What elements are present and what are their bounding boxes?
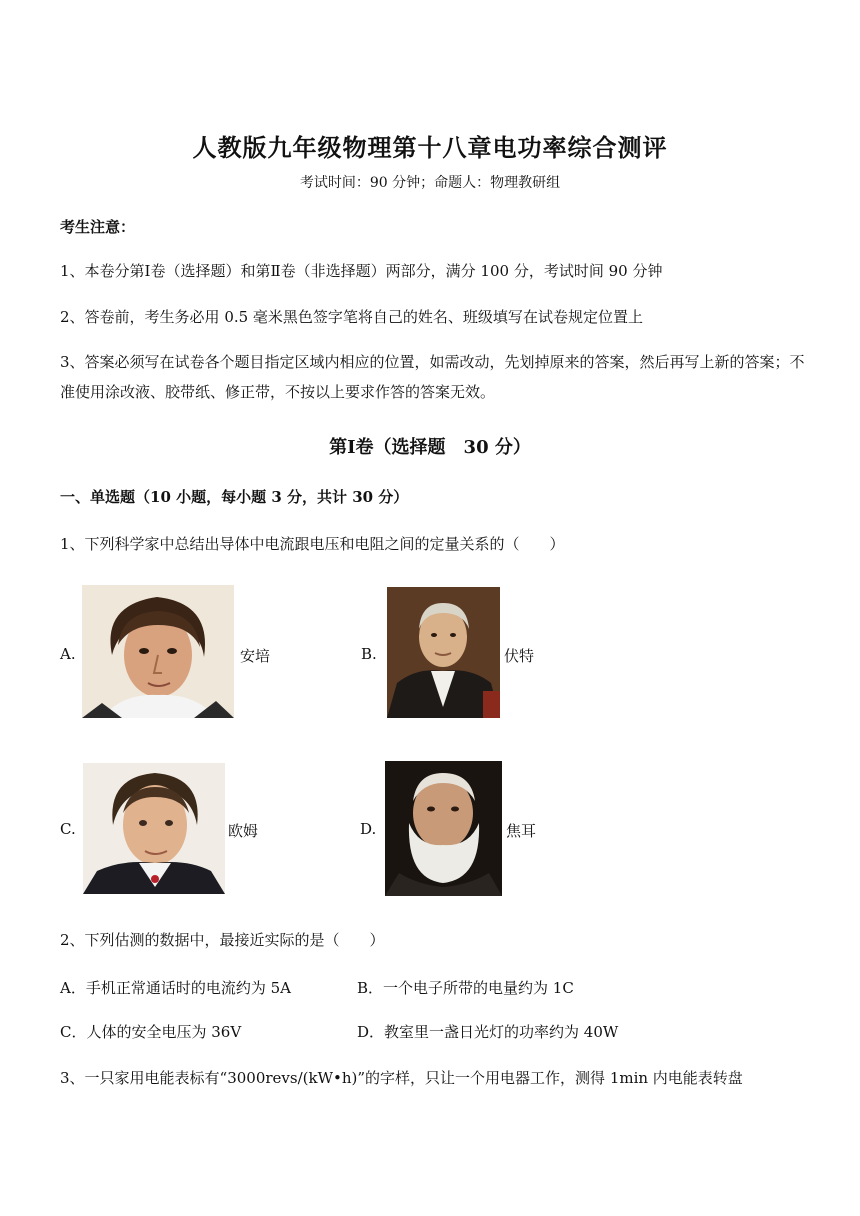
ampere-portrait-icon: [82, 585, 234, 718]
option-c-name: 欧姆: [228, 822, 259, 840]
option-d-letter[interactable]: D.: [360, 820, 377, 838]
question-2-option-c[interactable]: C．人体的安全电压为 36V: [60, 1023, 242, 1041]
option-b-letter[interactable]: B.: [361, 645, 377, 663]
option-b-name: 伏特: [504, 647, 535, 665]
notice-item: 2、答卷前，考生务必用 0.5 毫米黑色签字笔将自己的姓名、班级填写在试卷规定位置上: [60, 308, 643, 326]
question-1-text: 1、下列科学家中总结出导体中电流跟电压和电阻之间的定量关系的（ ）: [60, 535, 565, 553]
question-2-option-d[interactable]: D．教室里一盏日光灯的功率约为 40W: [357, 1023, 619, 1041]
volta-portrait-icon: [387, 587, 500, 718]
exam-info: 考试时间：90 分钟；命题人：物理教研组: [299, 175, 561, 191]
page-title: 人教版九年级物理第十八章电功率综合测评: [192, 133, 668, 162]
section-title: 第Ⅰ卷（选择题 30 分）: [329, 437, 531, 458]
notice-item: 1、本卷分第Ⅰ卷（选择题）和第Ⅱ卷（非选择题）两部分，满分 100 分，考试时间 90 分钟: [60, 262, 663, 280]
question-2-option-a[interactable]: A．手机正常通话时的电流约为 5A: [60, 979, 291, 997]
question-2-option-b[interactable]: B．一个电子所带的电量约为 1C: [357, 979, 574, 997]
notice-item: 3、答案必须写在试卷各个题目指定区域内相应的位置，如需改动，先划掉原来的答案，然后再写上新的答案；不准使用涂改液、胶带纸、修正带，不按以上要求作答的答案无效。: [60, 353, 805, 401]
part-heading: 一、单选题（10 小题，每小题 3 分，共计 30 分）: [60, 488, 409, 506]
option-a-name: 安培: [240, 647, 271, 665]
question-2-text: 2、下列估测的数据中，最接近实际的是（ ）: [60, 931, 385, 949]
question-3-text: 3、一只家用电能表标有“3000revs/(kW•h)”的字样，只让一个用电器工作，测得 1min 内电能表转盘: [60, 1069, 743, 1087]
option-c-letter[interactable]: C.: [60, 820, 76, 838]
option-a-letter[interactable]: A.: [60, 645, 76, 663]
ohm-portrait-icon: [83, 763, 225, 894]
option-d-name: 焦耳: [506, 822, 537, 840]
notice-heading: 考生注意：: [60, 218, 136, 236]
joule-portrait-icon: [385, 761, 502, 896]
